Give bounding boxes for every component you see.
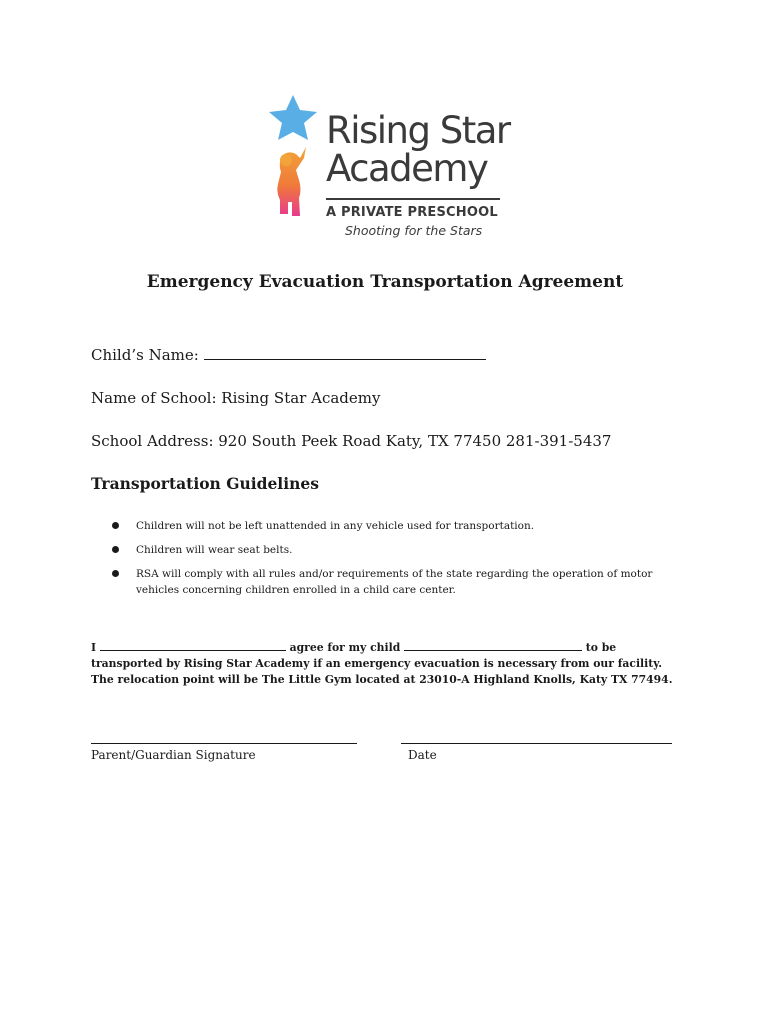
school-name: Name of School: Rising Star Academy xyxy=(91,389,381,407)
bullet-icon xyxy=(112,522,119,529)
logo-wordmark xyxy=(326,109,510,190)
list-item xyxy=(112,566,682,598)
child-name-row xyxy=(91,346,486,364)
guideline-text: RSA will comply with all rules and/or requirements of the state regarding the operation of motor vehicles concerning children enrolled in a child care center. xyxy=(136,568,653,596)
logo-line1: Rising Star xyxy=(326,109,510,152)
guardian-name-field[interactable] xyxy=(100,640,286,651)
agreement-part1: I xyxy=(91,641,97,654)
agreement-part3: to be transported by Rising Star Academy if an emergency evacuation is necessary from our facility. The relocation point will be The Little Gym located at 23010-A Highland Knolls, Katy TX 77494. xyxy=(91,641,673,686)
date-label: Date xyxy=(408,748,437,762)
child-name-label: Child’s Name: xyxy=(91,346,199,364)
school-address: School Address: 920 South Peek Road Katy, TX 77450 281-391-5437 xyxy=(91,432,612,450)
guideline-text: Children will not be left unattended in any vehicle used for transportation. xyxy=(136,520,535,532)
form-title: Emergency Evacuation Transportation Agreement xyxy=(146,272,624,292)
list-item xyxy=(112,518,682,534)
guidelines-list xyxy=(112,518,682,606)
guideline-text: Children will wear seat belts. xyxy=(136,544,293,556)
guidelines-heading: Transportation Guidelines xyxy=(91,474,319,493)
agreement-part2: agree for my child xyxy=(289,641,401,654)
logo-slogan: Shooting for the Stars xyxy=(345,223,483,238)
logo-divider xyxy=(326,198,500,200)
logo-line2: Academy xyxy=(326,147,488,190)
bullet-icon xyxy=(112,570,119,577)
agreement-paragraph xyxy=(91,640,681,688)
agreement-child-name-field[interactable] xyxy=(404,640,582,651)
bullet-icon xyxy=(112,546,119,553)
signature-label: Parent/Guardian Signature xyxy=(91,748,256,762)
date-line[interactable] xyxy=(401,743,672,744)
school-logo xyxy=(266,92,516,242)
child-name-field[interactable] xyxy=(204,346,486,360)
logo-tagline: A PRIVATE PRESCHOOL xyxy=(326,205,498,220)
signature-line[interactable] xyxy=(91,743,357,744)
list-item xyxy=(112,542,682,558)
